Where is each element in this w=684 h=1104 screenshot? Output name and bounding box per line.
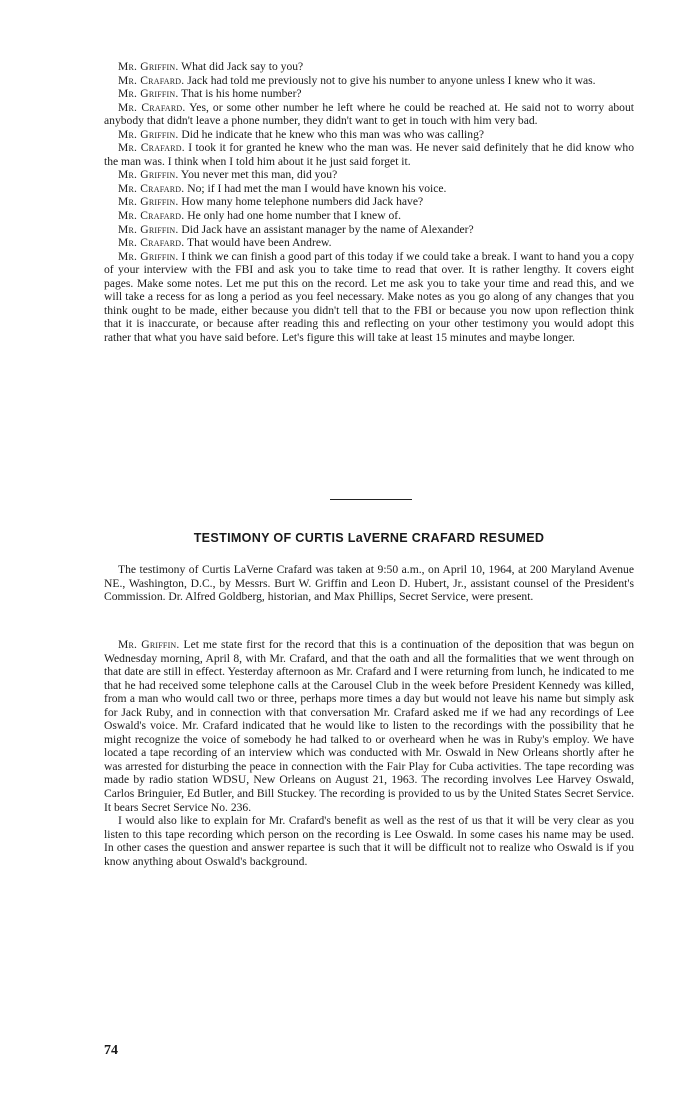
speaker-name: Mr. Crafard.	[118, 209, 185, 223]
statement-text: That is his home number?	[181, 87, 302, 101]
statement-text: Let me state first for the record that this is a continuation of the deposition that was begun on Wednesday morning, April 8, with Mr. Crafard, and that the oath and all the formalities that we went through on that date are still in effect. Yesterday afternoon as Mr. Crafard and I were returning from lunch, he indicated to me that he had received some telephone calls at the Carousel Club in the week before President Kennedy was killed, from a man who would call two or three, perhaps more times a day but would not leave his name but simply ask for Jack Ruby, and in connection with that conversation Mr. Crafard asked me if we had any recordings of Lee Oswald's voice. Mr. Crafard indicated that he would like to listen to the recordings with the possibility that he might recognize the voice of somebody he had talked to or overheard when he was in Ruby's employ. We have located a tape recording of an interview which was conducted with Mr. Oswald in New Orleans shortly after he was arrested for disturbing the peace in connection with the Fair Play for Cuba activities. The tape recording was made by radio station WDSU, New Orleans on August 21, 1963. The recording involves Lee Harvey Oswald, Carlos Bringuier, Ed Butler, and Bill Stuckey. The recording is provided to us by the United States Secret Service. It bears Secret Service No. 236.	[104, 638, 635, 814]
session-intro	[104, 563, 634, 604]
testimony-line	[104, 638, 634, 814]
speaker-name: Mr. Crafard.	[118, 100, 186, 114]
speaker-name: Mr. Crafard.	[118, 141, 185, 155]
statement-text: How many home telephone numbers did Jack have?	[181, 195, 424, 209]
testimony-line	[104, 182, 634, 196]
testimony-line	[104, 101, 634, 128]
statement-text: Yes, or some other number he left where he could be reached at. He said not to worry about anybody that didn't leave a phone number, they didn't want to get in touch with him very bad.	[104, 100, 634, 128]
speaker-name: Mr. Griffin.	[118, 87, 179, 101]
statement-text: What did Jack say to you?	[181, 60, 304, 73]
statement-text: No; if I had met the man I would have known his voice.	[187, 181, 447, 195]
testimony-line	[104, 168, 634, 182]
statement-text: I would also like to explain for Mr. Crafard's benefit as well as the rest of us that it will be very clear as you listen to this tape recording which person on the recording is Lee Oswald. In some cases his name may be used. In other cases the question and answer repartee is such that it will be difficult not to realize who Oswald is if you know anything about Oswald's background.	[104, 814, 634, 868]
section-heading: TESTIMONY OF CURTIS LaVERNE CRAFARD RESUMED	[193, 531, 545, 545]
page-number: 74	[104, 1043, 118, 1058]
testimony-line	[104, 141, 634, 168]
speaker-name: Mr. Griffin.	[118, 249, 179, 263]
speaker-name: Mr. Griffin.	[118, 60, 179, 73]
speaker-name: Mr. Crafard.	[118, 236, 185, 250]
speaker-name: Mr. Griffin.	[118, 168, 179, 182]
testimony-line	[104, 814, 634, 868]
speaker-name: Mr. Griffin.	[118, 127, 179, 141]
statement-text: That would have been Andrew.	[187, 236, 332, 250]
testimony-line	[104, 87, 634, 101]
testimony-bottom-block	[104, 638, 634, 868]
testimony-top-block	[104, 60, 634, 344]
testimony-line	[104, 74, 634, 88]
statement-text: You never met this man, did you?	[180, 168, 338, 182]
statement-text: I took it for granted he knew who the man was. He never said definitely that he did know who the man was. I think when I told him about it he just said forget it.	[104, 141, 634, 168]
speaker-name: Mr. Griffin.	[118, 222, 179, 236]
speaker-name: Mr. Griffin.	[118, 195, 179, 209]
statement-text: Did Jack have an assistant manager by the name of Alexander?	[181, 222, 474, 236]
testimony-line	[104, 250, 634, 345]
section-divider-rule	[330, 499, 412, 500]
statement-text: Did he indicate that he knew who this man was who was calling?	[181, 127, 485, 141]
speaker-name: Mr. Crafard.	[118, 181, 185, 195]
testimony-line	[104, 209, 634, 223]
statement-text: I think we can finish a good part of this today if we could take a break. I want to hand you a copy of your interview with the FBI and ask you to take time to read that over. It is rather lengthy. It covers eight pages. Make some notes. Let me put this on the record. Let me ask you to take your time and read this, and we will take a recess for as long a period as you feel necessary. Make notes as you go along of any changes that you think ought to be made, either because you didn't tell that to the FBI or because you now upon reflection think that it is inaccurate, or because after reading this and reflecting on your other testimony you would adopt this rather that what you have said before. Let's figure this will take at least 15 minutes and maybe longer.	[104, 249, 634, 344]
testimony-line	[104, 223, 634, 237]
testimony-line	[104, 195, 634, 209]
testimony-line	[104, 128, 634, 142]
testimony-line	[104, 60, 634, 74]
speaker-name: Mr. Crafard.	[118, 73, 185, 87]
speaker-name: Mr. Griffin.	[118, 638, 180, 651]
statement-text: Jack had told me previously not to give his number to anyone unless I knew who it was.	[187, 73, 596, 87]
intro-paragraph: The testimony of Curtis LaVerne Crafard was taken at 9:50 a.m., on April 10, 1964, at 200 Maryland Avenue NE., Washington, D.C., by Messrs. Burt W. Griffin and Leon D. Hubert, Jr., assistant counsel of the President's Commission. Dr. Alfred Goldberg, historian, and Max Phillips, Secret Service, were present.	[104, 563, 634, 604]
statement-text: He only had one home number that I knew of.	[187, 209, 402, 223]
testimony-line	[104, 236, 634, 250]
